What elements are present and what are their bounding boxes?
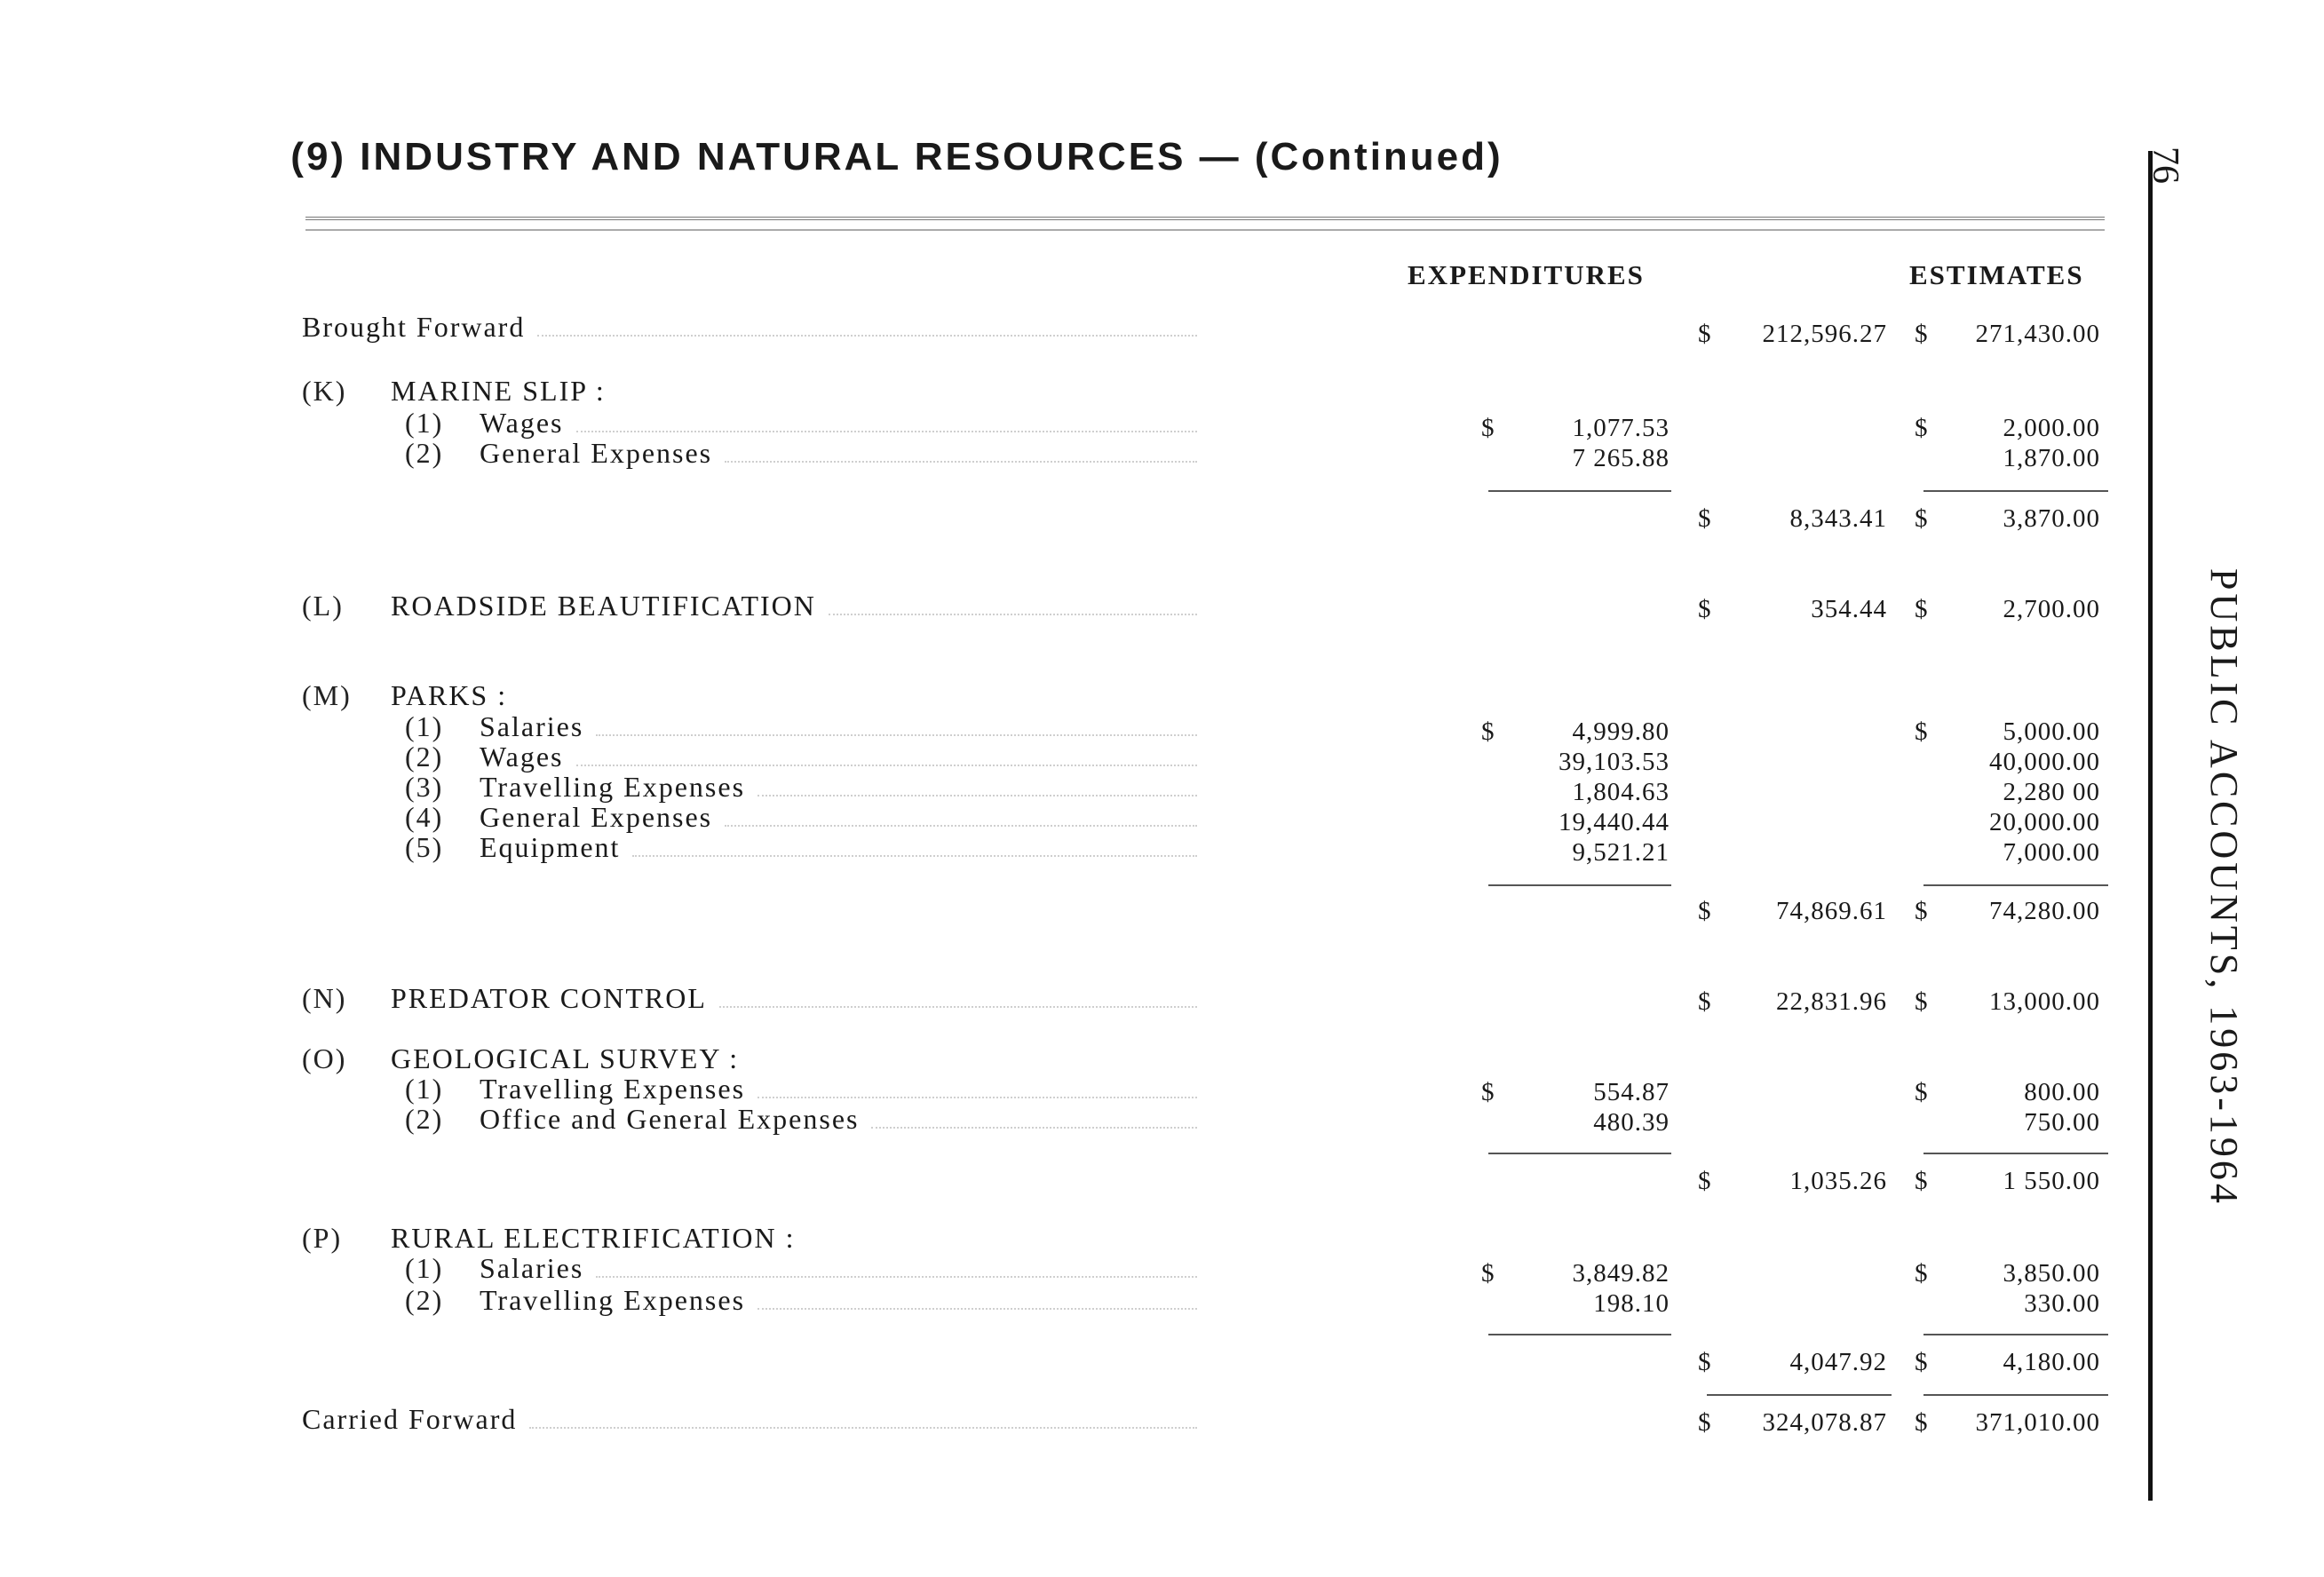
currency-sign: $ (1915, 320, 1928, 348)
section-title: ROADSIDE BEAUTIFICATION (391, 590, 816, 622)
item-estimate: 750.00 (2024, 1108, 2100, 1137)
currency-sign: $ (1698, 504, 1711, 533)
margin-rule (2148, 151, 2153, 1501)
line-item (405, 1252, 1201, 1288)
section-code: (M) (302, 679, 352, 711)
section-heading-m (302, 679, 1201, 715)
section-total-expenditure: 8,343.41 (1789, 504, 1887, 533)
leader-dots (576, 430, 1198, 432)
item-label: General Expenses (480, 801, 713, 833)
leader-dots (757, 1096, 1197, 1098)
item-number: (1) (405, 1073, 444, 1105)
currency-sign: $ (1481, 1259, 1495, 1288)
subtotal-rule (1923, 1334, 2108, 1335)
currency-sign: $ (1915, 1348, 1928, 1376)
item-number: (2) (405, 1103, 444, 1135)
section-heading-l (302, 590, 1201, 625)
item-expenditure: 1,804.63 (1572, 778, 1670, 806)
item-number: (4) (405, 801, 444, 833)
column-header-expenditures: EXPENDITURES (1408, 259, 1645, 290)
currency-sign: $ (1481, 414, 1495, 442)
section-total-estimate: 4,180.00 (2003, 1348, 2100, 1376)
section-code: (O) (302, 1042, 347, 1074)
item-expenditure: 198.10 (1593, 1289, 1670, 1318)
leader-dots (725, 824, 1197, 827)
line-item (405, 831, 1201, 867)
item-expenditure: 9,521.21 (1572, 838, 1670, 867)
item-expenditure: 19,440.44 (1559, 808, 1670, 836)
section-code: (L) (302, 590, 344, 622)
section-total-expenditure: 4,047.92 (1789, 1348, 1887, 1376)
currency-sign: $ (1698, 320, 1711, 348)
item-estimate: 800.00 (2024, 1078, 2100, 1106)
section-code: (N) (302, 982, 347, 1014)
currency-sign: $ (1915, 595, 1928, 623)
section-code: (K) (302, 375, 347, 407)
section-title: GEOLOGICAL SURVEY : (391, 1042, 740, 1074)
section-total-expenditure: 1,035.26 (1789, 1167, 1887, 1195)
currency-sign: $ (1915, 504, 1928, 533)
currency-sign: $ (1698, 1408, 1711, 1437)
item-label: Salaries (480, 1252, 584, 1284)
header-rule (305, 217, 2105, 220)
item-expenditure: 39,103.53 (1559, 748, 1670, 776)
currency-sign: $ (1481, 717, 1495, 746)
item-label: Equipment (480, 831, 621, 863)
subtotal-rule (1923, 1153, 2108, 1154)
carried-forward-expenditure: 324,078.87 (1762, 1408, 1887, 1437)
section-title: RURAL ELECTRIFICATION : (391, 1222, 796, 1254)
leader-dots (632, 854, 1197, 857)
item-estimate: 2,280 00 (2003, 778, 2100, 806)
brought-forward-row (302, 311, 1201, 346)
currency-sign: $ (1915, 1259, 1928, 1288)
currency-sign: $ (1915, 1078, 1928, 1106)
item-label: Travelling Expenses (480, 1073, 746, 1105)
carried-forward-label: Carried Forward (302, 1403, 518, 1435)
item-estimate: 2,000.00 (2003, 414, 2100, 442)
currency-sign: $ (1698, 987, 1711, 1016)
item-expenditure: 7 265.88 (1572, 444, 1670, 472)
currency-sign: $ (1481, 1078, 1495, 1106)
item-expenditure: 1,077.53 (1572, 414, 1670, 442)
item-estimate: 5,000.00 (2003, 717, 2100, 746)
item-number: (5) (405, 831, 444, 863)
column-header-estimates: ESTIMATES (1909, 259, 2084, 290)
leader-dots (871, 1126, 1197, 1129)
item-label: Travelling Expenses (480, 1284, 746, 1316)
currency-sign: $ (1915, 897, 1928, 925)
currency-sign: $ (1915, 717, 1928, 746)
leader-dots (719, 1005, 1197, 1008)
item-label: Wages (480, 407, 564, 439)
currency-sign: $ (1915, 414, 1928, 442)
page-title: (9) INDUSTRY AND NATURAL RESOURCES — (Continued) (290, 135, 1503, 178)
item-number: (2) (405, 741, 444, 773)
running-title: PUBLIC ACCOUNTS, 1963-1964 (2202, 568, 2246, 1207)
header-rule-thin (305, 229, 2105, 231)
item-label: Salaries (480, 710, 584, 742)
item-number: (2) (405, 437, 444, 469)
section-heading-n (302, 982, 1201, 1018)
subtotal-rule (1923, 490, 2108, 492)
item-expenditure: 480.39 (1593, 1108, 1670, 1137)
subtotal-rule (1488, 1153, 1671, 1154)
currency-sign: $ (1915, 1408, 1928, 1437)
leader-dots (829, 613, 1197, 615)
leader-dots (725, 460, 1197, 463)
brought-forward-expenditure: 212,596.27 (1762, 320, 1887, 348)
section-total-estimate: 3,870.00 (2003, 504, 2100, 533)
leader-dots (757, 794, 1197, 796)
total-rule (1923, 1394, 2108, 1396)
section-code: (P) (302, 1222, 343, 1254)
section-total-expenditure: 354.44 (1811, 595, 1887, 623)
subtotal-rule (1488, 490, 1671, 492)
currency-sign: $ (1915, 987, 1928, 1016)
section-title: MARINE SLIP : (391, 375, 606, 407)
item-number: (1) (405, 407, 444, 439)
subtotal-rule (1488, 1334, 1671, 1335)
item-estimate: 330.00 (2024, 1289, 2100, 1318)
item-estimate: 3,850.00 (2003, 1259, 2100, 1288)
item-label: General Expenses (480, 437, 713, 469)
carried-forward-row (302, 1403, 1201, 1438)
line-item (405, 437, 1201, 472)
section-heading-k (302, 375, 1201, 410)
item-expenditure: 3,849.82 (1572, 1259, 1670, 1288)
currency-sign: $ (1698, 1348, 1711, 1376)
leader-dots (529, 1426, 1197, 1429)
leader-dots (596, 733, 1197, 736)
item-label: Office and General Expenses (480, 1103, 860, 1135)
carried-forward-estimate: 371,010.00 (1975, 1408, 2100, 1437)
section-title: PREDATOR CONTROL (391, 982, 707, 1014)
section-total-estimate: 1 550.00 (2003, 1167, 2100, 1195)
line-item (405, 1284, 1201, 1319)
item-number: (1) (405, 710, 444, 742)
leader-dots (757, 1307, 1197, 1310)
brought-forward-label: Brought Forward (302, 311, 526, 343)
item-label: Travelling Expenses (480, 771, 746, 803)
currency-sign: $ (1915, 1167, 1928, 1195)
item-estimate: 40,000.00 (1989, 748, 2100, 776)
section-title: PARKS : (391, 679, 508, 711)
leader-dots (576, 764, 1198, 766)
currency-sign: $ (1698, 897, 1711, 925)
currency-sign: $ (1698, 1167, 1711, 1195)
item-estimate: 20,000.00 (1989, 808, 2100, 836)
item-number: (2) (405, 1284, 444, 1316)
leader-dots (537, 334, 1197, 337)
currency-sign: $ (1698, 595, 1711, 623)
item-expenditure: 554.87 (1593, 1078, 1670, 1106)
item-estimate: 1,870.00 (2003, 444, 2100, 472)
section-total-estimate: 13,000.00 (1989, 987, 2100, 1016)
item-label: Wages (480, 741, 564, 773)
item-number: (3) (405, 771, 444, 803)
item-expenditure: 4,999.80 (1572, 717, 1670, 746)
item-estimate: 7,000.00 (2003, 838, 2100, 867)
total-rule (1707, 1394, 1892, 1396)
leader-dots (596, 1275, 1197, 1278)
section-total-estimate: 74,280.00 (1989, 897, 2100, 925)
section-total-estimate: 2,700.00 (2003, 595, 2100, 623)
item-number: (1) (405, 1252, 444, 1284)
line-item (405, 1103, 1201, 1138)
brought-forward-estimate: 271,430.00 (1975, 320, 2100, 348)
subtotal-rule (1923, 884, 2108, 886)
subtotal-rule (1488, 884, 1671, 886)
page-number: 76 (2145, 147, 2185, 184)
section-total-expenditure: 74,869.61 (1776, 897, 1887, 925)
section-total-expenditure: 22,831.96 (1776, 987, 1887, 1016)
